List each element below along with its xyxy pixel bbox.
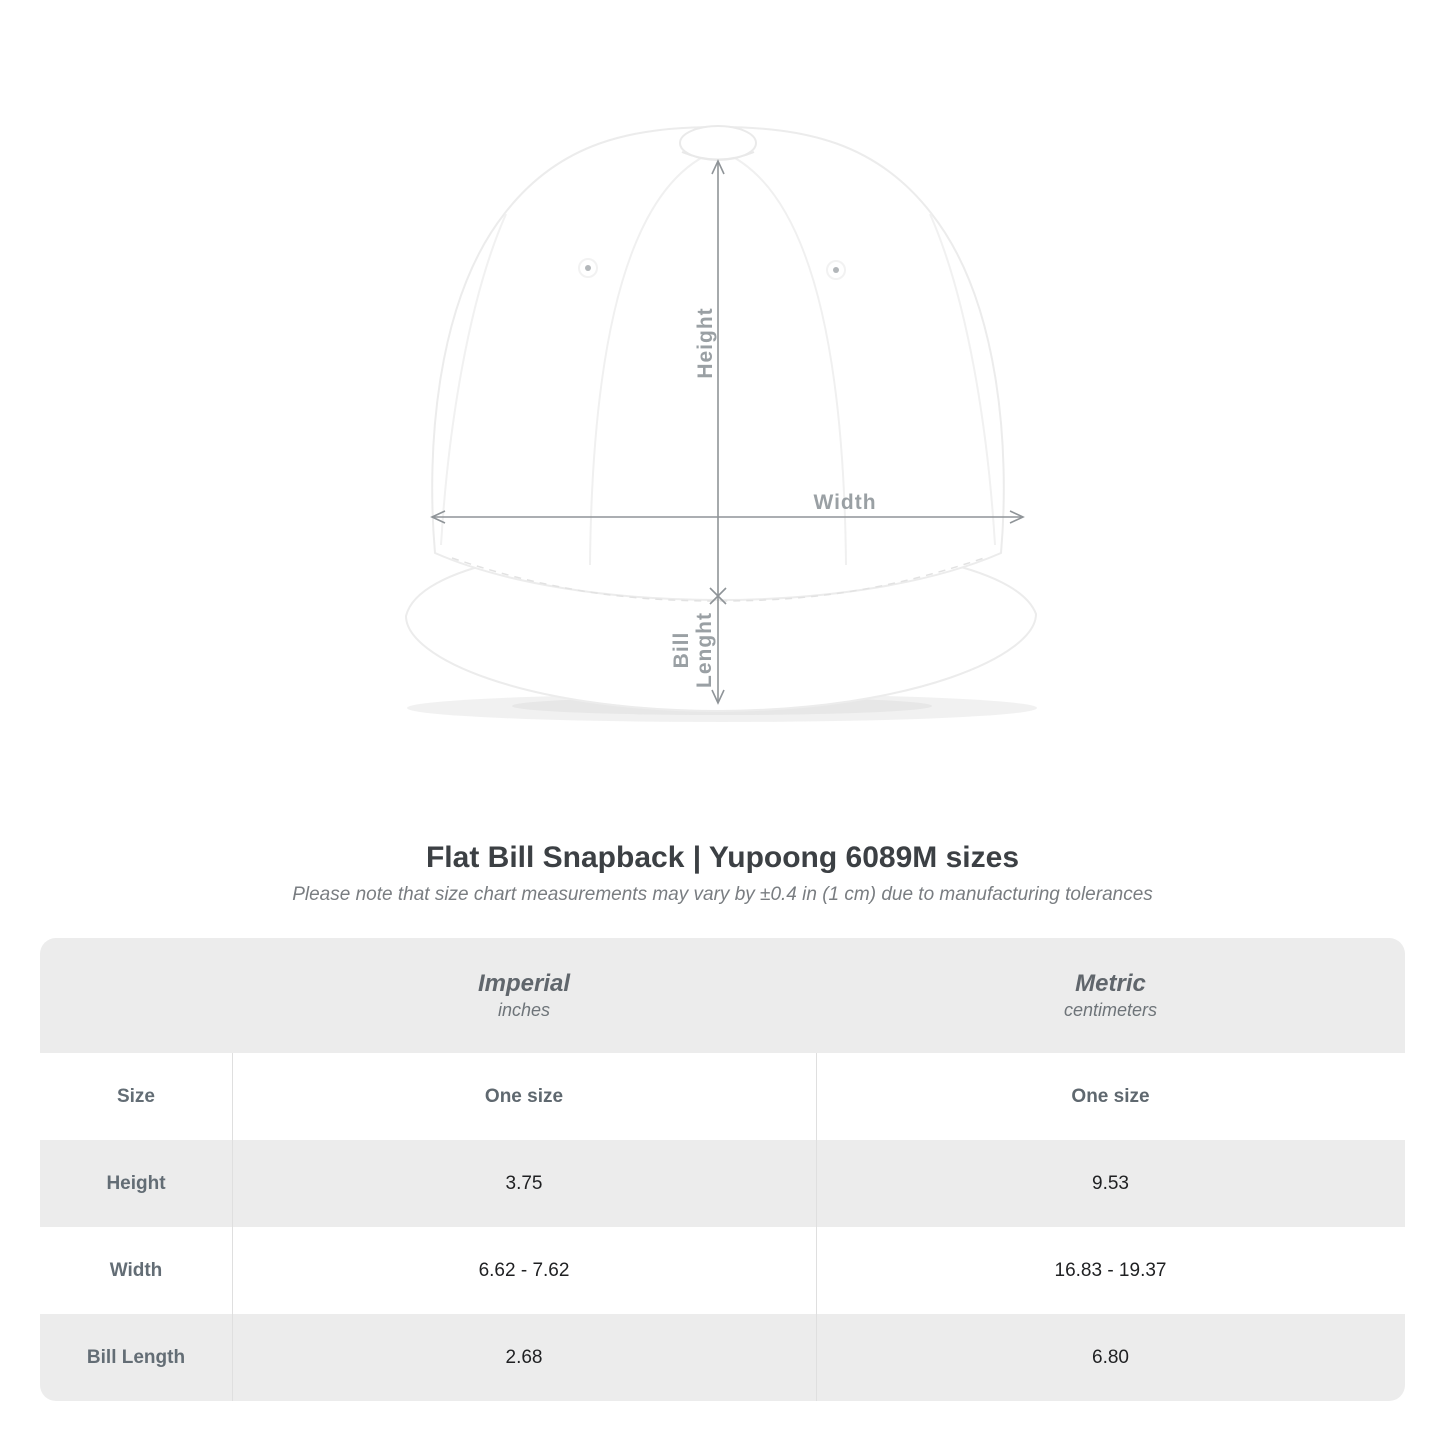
row-label: Width xyxy=(109,1259,163,1281)
width-dimension-label: Width xyxy=(813,491,877,514)
imperial-value: 2.68 xyxy=(505,1346,543,1368)
page-title: Flat Bill Snapback | Yupoong 6089M sizes xyxy=(425,841,1019,874)
table-row-height xyxy=(40,1140,1405,1227)
size-table xyxy=(40,938,1405,1401)
metric-value: One size xyxy=(1071,1085,1150,1107)
page-subtitle: Please note that size chart measurements may vary by ±0.4 in (1 cm) due to manufacturing tolerances xyxy=(292,884,1153,905)
bill-length-label-line2: Lenght xyxy=(693,612,716,688)
table-row-size xyxy=(40,1053,1405,1140)
metric-value: 16.83 - 19.37 xyxy=(1054,1259,1167,1281)
header-cell-imperial xyxy=(232,970,816,1022)
bill-length-label-line1: Bill xyxy=(670,631,693,669)
row-label: Bill Length xyxy=(86,1346,186,1368)
imperial-value: 6.62 - 7.62 xyxy=(478,1259,570,1281)
eyelet-left xyxy=(585,265,591,271)
column-separator-1 xyxy=(232,1053,233,1401)
metric-value: 9.53 xyxy=(1092,1172,1129,1194)
metric-unit: centimeters xyxy=(1063,999,1158,1020)
size-table-body xyxy=(40,1053,1405,1401)
eyelet-right xyxy=(833,267,839,273)
imperial-label: Imperial xyxy=(477,969,571,997)
metric-value: 6.80 xyxy=(1092,1346,1129,1368)
column-separator-2 xyxy=(816,1053,817,1401)
height-dimension-label: Height xyxy=(694,307,717,379)
row-label: Size xyxy=(116,1085,156,1107)
table-row-bill-length xyxy=(40,1314,1405,1401)
metric-label: Metric xyxy=(1075,969,1146,997)
imperial-unit: inches xyxy=(497,999,551,1020)
table-row-width xyxy=(40,1227,1405,1314)
size-table-header xyxy=(40,938,1405,1053)
row-label: Height xyxy=(106,1172,166,1194)
imperial-value: One size xyxy=(484,1085,564,1107)
header-cell-metric xyxy=(816,970,1405,1022)
imperial-value: 3.75 xyxy=(505,1172,543,1194)
